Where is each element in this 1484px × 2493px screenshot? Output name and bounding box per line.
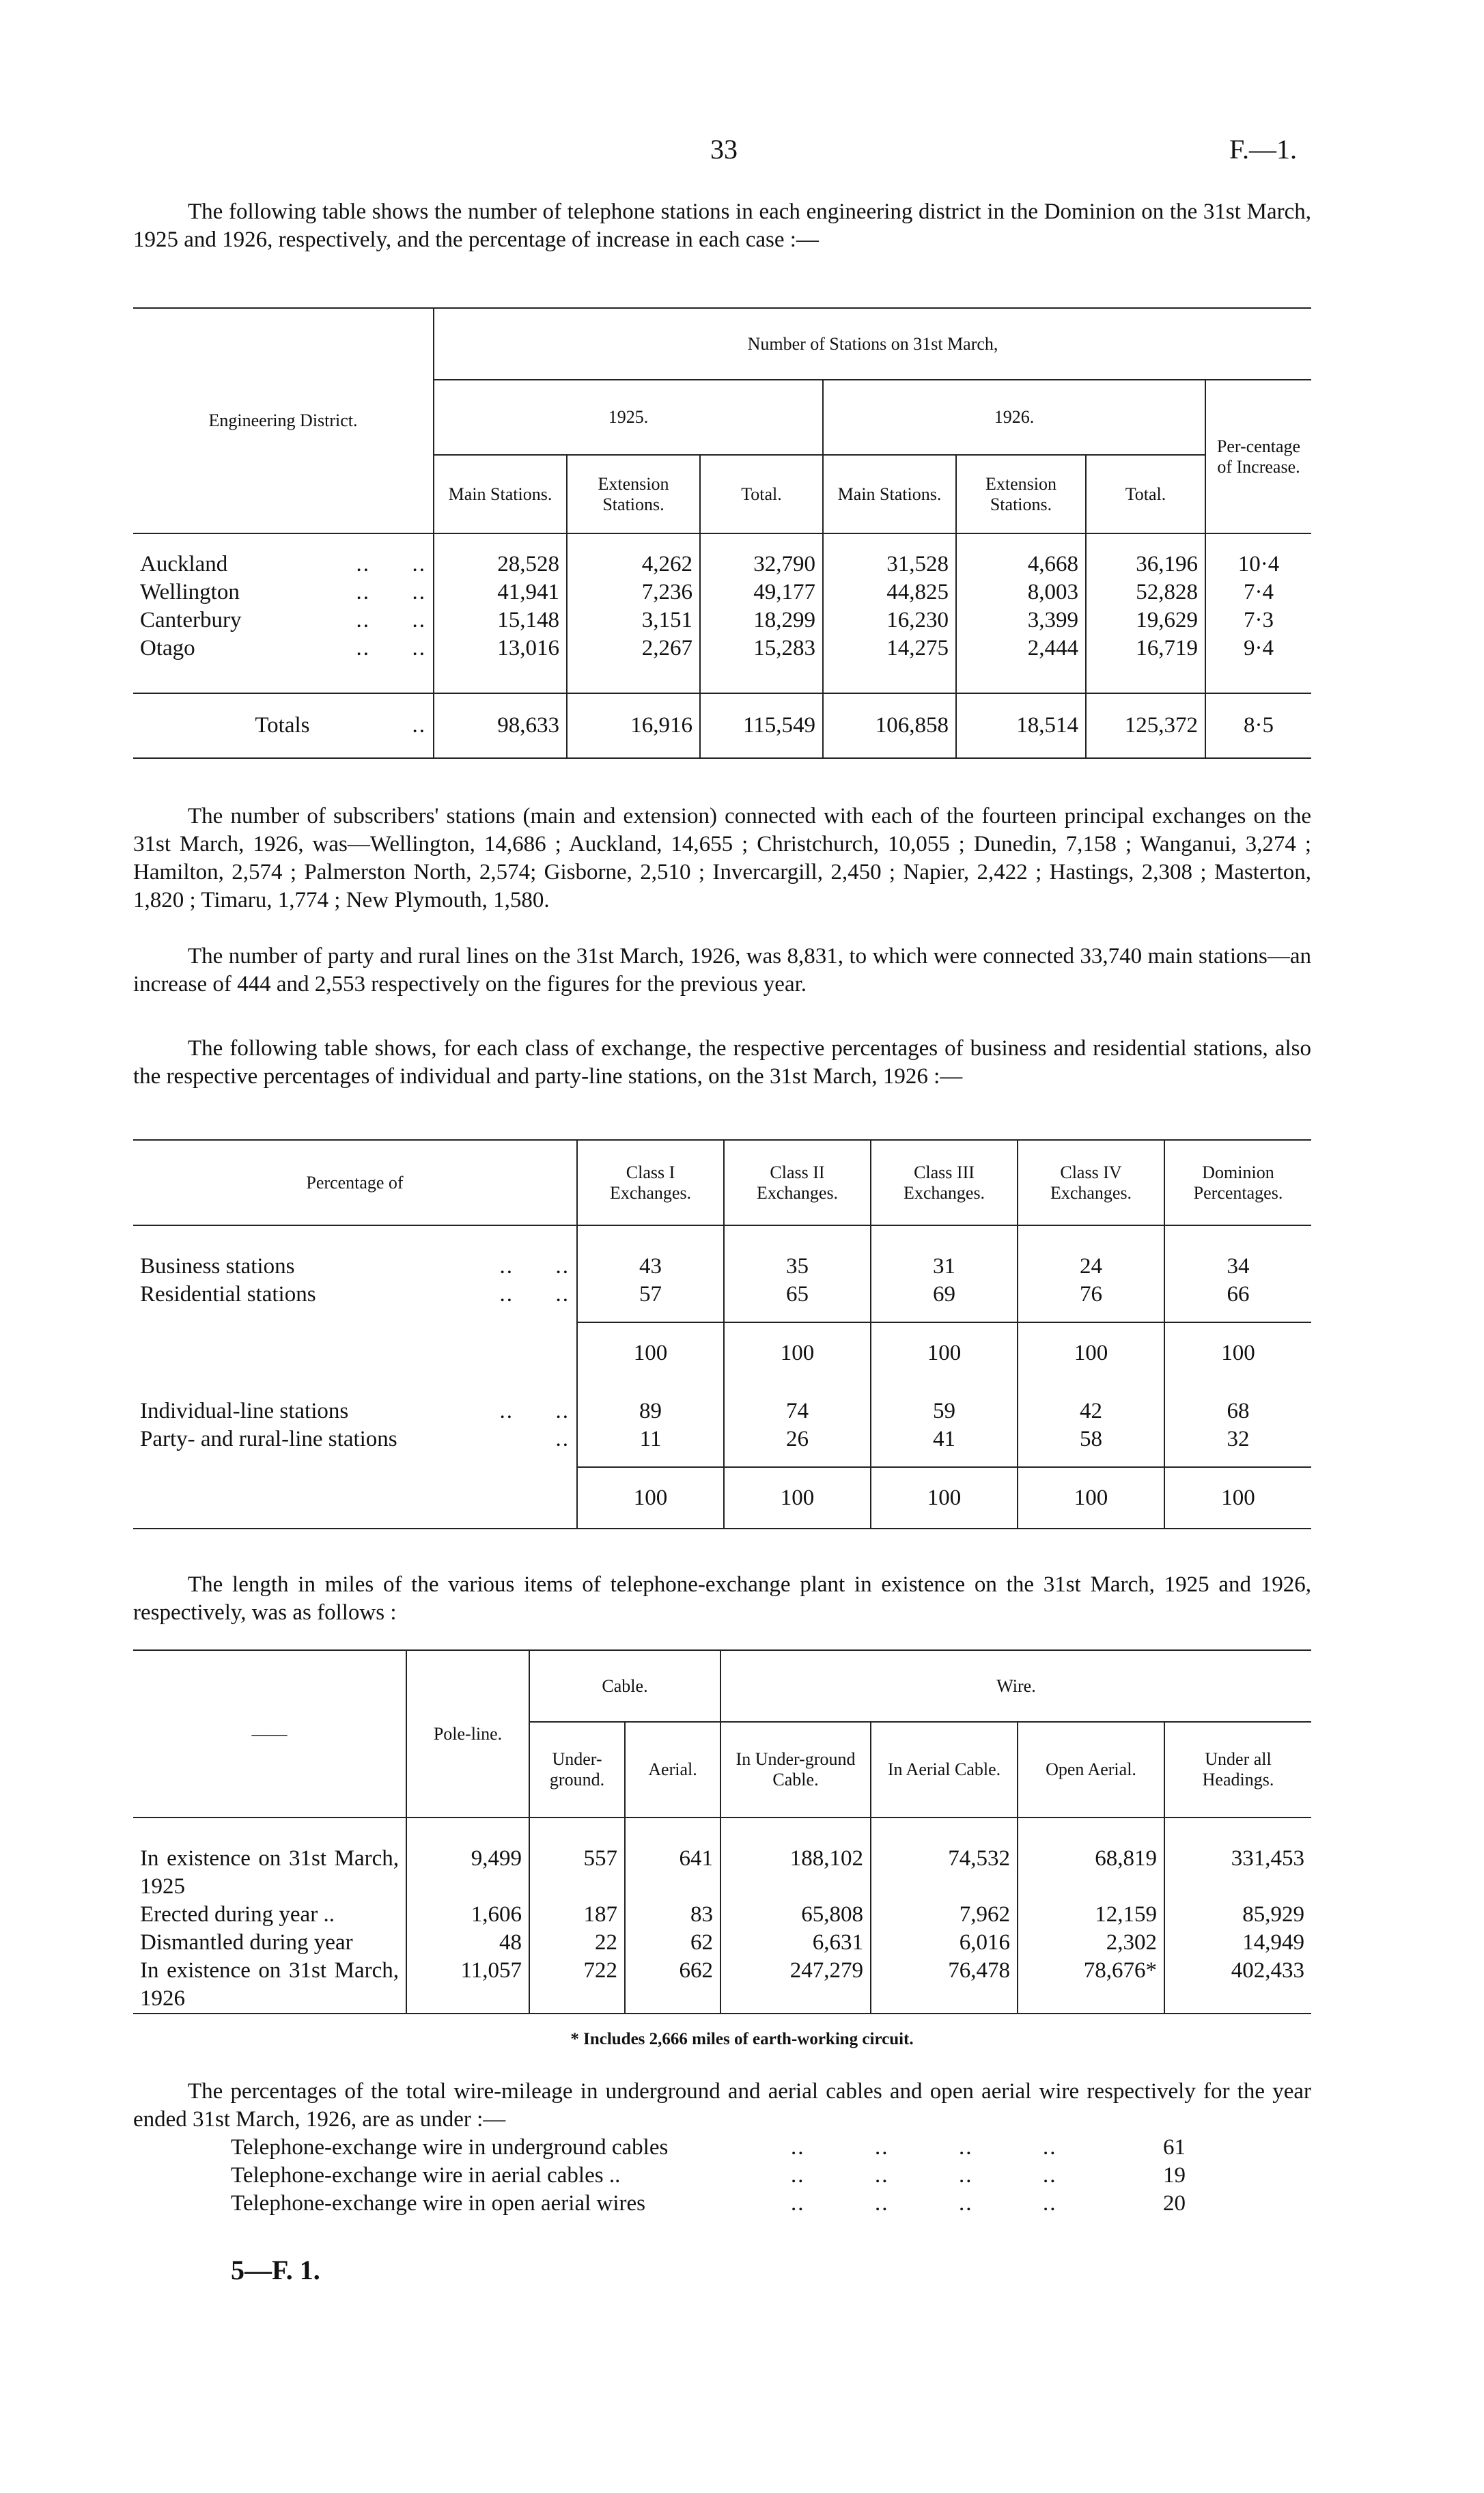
table-row (133, 1281, 1311, 1309)
subscribers-paragraph: The number of subscribers' stations (main and extension) connected with each of the fourteen principal exchanges on the 31st March, 1926, was—Wellington, 14,686 ; Auckland, 14,655 ; Christchurch, 10,055 ; Dunedin, 7,158 ; Wanganui, 3,274 ; Hamilton, 2,574 ; Palmerston North, 2,574; Gisborne, 2,510 ; Invercargill, 2,450 ; Napier, 2,422 ; Hastings, 2,308 ; Masterton, 1,820 ; Timaru, 1,774 ; New Plymouth, 1,580. (133, 804, 1311, 913)
total-cell-ext-1926: 18,514 (956, 693, 1086, 758)
percentage-cell: 43 (577, 1253, 724, 1281)
leader-dots: .. .. .. .. (791, 2191, 1057, 2216)
totals-label-cell (133, 693, 434, 758)
group-header-cable: Cable. (529, 1650, 720, 1722)
spacer-cell (720, 1817, 871, 1845)
mileage-cell: 662 (625, 1957, 720, 2014)
value-cell-main-1925: 28,528 (434, 551, 567, 579)
column-header-aerial: Aerial. (625, 1722, 720, 1817)
mileage-cell: 74,532 (871, 1845, 1018, 1901)
value-cell-main-1926: 44,825 (823, 579, 956, 607)
column-header-class-2: Class II Exchanges. (724, 1140, 871, 1225)
spacer-cell (1164, 1817, 1311, 1845)
mileage-cell: 188,102 (720, 1845, 871, 1901)
value-cell-ext-1925: 7,236 (567, 579, 700, 607)
year-header-1925: 1925. (434, 380, 823, 455)
column-header-in-aerial-cable: In Aerial Cable. (871, 1722, 1018, 1817)
spacer-cell (724, 1453, 871, 1467)
value-cell-pct: 9·4 (1205, 635, 1311, 663)
value-cell-main-1925: 41,941 (434, 579, 567, 607)
wire-percentage-value: 61 (1163, 2135, 1186, 2160)
percentage-cell: 26 (724, 1425, 871, 1453)
table-row (133, 607, 1311, 635)
spacer-cell (700, 533, 823, 551)
mileage-cell: 11,057 (406, 1957, 529, 2014)
district-name: Auckland (140, 552, 228, 576)
spacer-cell (724, 1384, 871, 1397)
wire-percentage-row (231, 2162, 1221, 2190)
leader-dots: .. .. (499, 1254, 570, 1279)
table-row (133, 551, 1311, 579)
spacer-cell (1164, 1309, 1311, 1322)
mileage-cell: 402,433 (1164, 1957, 1311, 2014)
column-header-underground: Under-ground. (529, 1722, 625, 1817)
year-header-1926: 1926. (823, 380, 1205, 455)
stations-by-district-table (133, 307, 1311, 759)
spacer-cell (133, 663, 434, 693)
total-cell-total-1926: 125,372 (1086, 693, 1205, 758)
mileage-cell: 12,159 (1018, 1901, 1164, 1929)
leader-dots: .. .. (499, 1282, 570, 1307)
value-cell-main-1925: 15,148 (434, 607, 567, 635)
total-cell-main-1926: 106,858 (823, 693, 956, 758)
total-percentage-cell: 100 (724, 1467, 871, 1529)
column-header-class-4: Class IV Exchanges. (1018, 1140, 1164, 1225)
mileage-cell: 85,929 (1164, 1901, 1311, 1929)
spacer-cell (700, 663, 823, 693)
value-cell-main-1925: 13,016 (434, 635, 567, 663)
row-label-cell (133, 1467, 577, 1529)
group-header-stations: Number of Stations on 31st March, (434, 308, 1311, 380)
column-header-pole-line: Pole-line. (406, 1650, 529, 1817)
percentage-cell: 42 (1018, 1397, 1164, 1425)
wire-percentage-row (231, 2190, 1221, 2218)
spacer-cell (724, 1225, 871, 1253)
value-cell-main-1926: 16,230 (823, 607, 956, 635)
value-cell-pct: 7·4 (1205, 579, 1311, 607)
spacer-cell (871, 1384, 1018, 1397)
wire-percentage-label: Telephone-exchange wire in aerial cables .. (231, 2163, 621, 2188)
spacer-cell (1164, 1384, 1311, 1397)
spacer-cell (133, 1817, 406, 1845)
leader-dots: .. .. (356, 552, 426, 576)
mileage-cell: 641 (625, 1845, 720, 1901)
spacer-cell (871, 1309, 1018, 1322)
spacer-cell (133, 1384, 577, 1397)
mileage-cell: 9,499 (406, 1845, 529, 1901)
percentage-cell: 57 (577, 1281, 724, 1309)
column-header-class-1: Class I Exchanges. (577, 1140, 724, 1225)
spacer-cell (434, 533, 567, 551)
mileage-cell: 76,478 (871, 1957, 1018, 2014)
mileage-cell: 2,302 (1018, 1929, 1164, 1957)
value-cell-ext-1926: 8,003 (956, 579, 1086, 607)
spacer-cell (956, 663, 1086, 693)
row-label: Individual-line stations (140, 1399, 349, 1423)
value-cell-pct: 7·3 (1205, 607, 1311, 635)
value-cell-total-1926: 19,629 (1086, 607, 1205, 635)
mileage-cell: 6,631 (720, 1929, 871, 1957)
spacer-cell (956, 533, 1086, 551)
mileage-cell: 48 (406, 1929, 529, 1957)
value-cell-total-1926: 52,828 (1086, 579, 1205, 607)
mileage-cell: 14,949 (1164, 1929, 1311, 1957)
value-cell-total-1925: 15,283 (700, 635, 823, 663)
mileage-cell: 83 (625, 1901, 720, 1929)
wire-percentage-label: Telephone-exchange wire in open aerial wires (231, 2191, 645, 2216)
totals-row (133, 693, 1311, 758)
spacer-cell (434, 663, 567, 693)
percentage-cell: 66 (1164, 1281, 1311, 1309)
spacer-cell (871, 1817, 1018, 1845)
percentage-cell: 65 (724, 1281, 871, 1309)
table-row (133, 1253, 1311, 1281)
spacer-cell (1018, 1309, 1164, 1322)
wire-percentage-label: Telephone-exchange wire in underground cables (231, 2135, 669, 2160)
row-label: Erected during year .. (140, 1902, 335, 1927)
value-cell-main-1926: 14,275 (823, 635, 956, 663)
footer-reference: 5—F. 1. (231, 2255, 320, 2285)
leader-dots: .. .. (356, 608, 426, 632)
percentage-cell: 11 (577, 1425, 724, 1453)
percentage-cell: 69 (871, 1281, 1018, 1309)
spacer-cell (1018, 1384, 1164, 1397)
spacer-cell (133, 533, 434, 551)
column-header-under-all-headings: Under all Headings. (1164, 1722, 1311, 1817)
total-percentage-cell: 100 (1164, 1467, 1311, 1529)
value-cell-total-1926: 36,196 (1086, 551, 1205, 579)
row-label: Business stations (140, 1254, 295, 1279)
row-label-cell (133, 1281, 576, 1309)
value-cell-ext-1926: 3,399 (956, 607, 1086, 635)
value-cell-ext-1925: 2,267 (567, 635, 700, 663)
value-cell-main-1926: 31,528 (823, 551, 956, 579)
spacer-cell (1018, 1225, 1164, 1253)
footnote: * Includes 2,666 miles of earth-working circuit. (570, 2030, 914, 2048)
table-row (133, 579, 1311, 607)
row-label: In existence on 31st March, 1926 (140, 1958, 399, 2011)
totals-row (133, 1467, 1311, 1529)
intro-paragraph: The following table shows the number of telephone stations in each engineering district in the Dominion on the 31st March, 1925 and 1926, respectively, and the percentage of increase in each case :— (133, 199, 1311, 252)
total-percentage-cell: 100 (577, 1322, 724, 1384)
total-percentage-cell: 100 (871, 1467, 1018, 1529)
column-header-class-3: Class III Exchanges. (871, 1140, 1018, 1225)
value-cell-total-1925: 49,177 (700, 579, 823, 607)
column-header-total-1925: Total. (700, 455, 823, 533)
wire-percentage-row (231, 2134, 1221, 2162)
spacer-cell (1205, 663, 1311, 693)
district-cell (133, 579, 433, 607)
spacer-cell (577, 1225, 724, 1253)
spacer-cell (823, 663, 956, 693)
column-header-total-1926: Total. (1086, 455, 1205, 533)
percentage-cell: 41 (871, 1425, 1018, 1453)
district-name: Otago (140, 636, 195, 660)
total-percentage-cell: 100 (1018, 1322, 1164, 1384)
spacer-cell (133, 1225, 577, 1253)
table-row (133, 1397, 1311, 1425)
district-cell (133, 607, 433, 635)
leader-dots: .. .. (499, 1399, 570, 1423)
class-table-intro-paragraph: The following table shows, for each class of exchange, the respective percentages of business and residential stations, also the respective percentages of individual and party-line stations, on the 31st March, 1926 :— (133, 1036, 1311, 1089)
spacer-cell (724, 1309, 871, 1322)
value-cell-ext-1926: 4,668 (956, 551, 1086, 579)
percentage-cell: 24 (1018, 1253, 1164, 1281)
value-cell-pct: 10·4 (1205, 551, 1311, 579)
percentage-cell: 34 (1164, 1253, 1311, 1281)
mileage-cell: 7,962 (871, 1901, 1018, 1929)
total-cell-main-1925: 98,633 (434, 693, 567, 758)
wire-percentages-list (231, 2134, 1221, 2218)
spacer-cell (577, 1453, 724, 1467)
column-header-main-1926: Main Stations. (823, 455, 956, 533)
total-percentage-cell: 100 (1164, 1322, 1311, 1384)
mileage-cell: 78,676* (1018, 1957, 1164, 2014)
spacer-cell (1164, 1225, 1311, 1253)
spacer-cell (1086, 533, 1205, 551)
row-label-cell (133, 1425, 576, 1453)
row-label: Party- and rural-line stations (140, 1427, 397, 1451)
mileage-cell: 22 (529, 1929, 625, 1957)
spacer-cell (871, 1453, 1018, 1467)
leader-dots: .. .. .. .. (791, 2163, 1057, 2188)
value-cell-ext-1925: 3,151 (567, 607, 700, 635)
value-cell-total-1925: 32,790 (700, 551, 823, 579)
table-row (133, 635, 1311, 663)
row-label: Dismantled during year (140, 1930, 353, 1955)
mileage-cell: 1,606 (406, 1901, 529, 1929)
spacer-cell (1018, 1817, 1164, 1845)
spacer-cell (577, 1309, 724, 1322)
percentage-cell: 59 (871, 1397, 1018, 1425)
percentage-cell: 74 (724, 1397, 871, 1425)
leader-dots: .. .. (356, 580, 426, 604)
leader-dots: .. (412, 713, 426, 738)
totals-row (133, 1322, 1311, 1384)
table-row (133, 1957, 1311, 2014)
mileage-cell: 62 (625, 1929, 720, 1957)
document-reference: F.—1. (1229, 134, 1298, 165)
leader-dots: .. (555, 1427, 570, 1451)
column-header-extension-1925: Extension Stations. (567, 455, 700, 533)
column-header-extension-1926: Extension Stations. (956, 455, 1086, 533)
total-cell-total-1925: 115,549 (700, 693, 823, 758)
spacer-cell (577, 1384, 724, 1397)
column-header-district: Engineering District. (208, 410, 358, 430)
plant-intro-paragraph: The length in miles of the various items of telephone-exchange plant in existence on the 31st March, 1925 and 1926, respectively, was as follows : (133, 1572, 1311, 1625)
page-number: 33 (710, 134, 738, 165)
spacer-cell (567, 663, 700, 693)
district-name: Canterbury (140, 608, 242, 632)
table-row (133, 1425, 1311, 1453)
leader-dots: .. .. .. .. (791, 2135, 1057, 2160)
district-name: Wellington (140, 580, 240, 604)
percentage-cell: 76 (1018, 1281, 1164, 1309)
column-header-open-aerial: Open Aerial. (1018, 1722, 1164, 1817)
total-percentage-cell: 100 (1018, 1467, 1164, 1529)
spacer-cell (406, 1817, 529, 1845)
wire-percentage-value: 20 (1163, 2191, 1186, 2216)
leader-dots: .. .. (356, 636, 426, 660)
percentage-cell: 58 (1018, 1425, 1164, 1453)
total-cell-pct: 8·5 (1205, 693, 1311, 758)
mileage-cell: 331,453 (1164, 1845, 1311, 1901)
total-percentage-cell: 100 (577, 1467, 724, 1529)
exchange-plant-mileage-table (133, 1649, 1311, 2014)
wire-percentage-value: 19 (1163, 2163, 1186, 2188)
table-row (133, 1845, 1311, 1901)
row-label-cell (133, 1322, 577, 1384)
spacer-cell (529, 1817, 625, 1845)
column-header-item: —— (251, 1723, 288, 1744)
column-header-dominion: Dominion Percentages. (1164, 1140, 1311, 1225)
spacer-cell (133, 1453, 577, 1467)
totals-label: Totals (255, 713, 310, 738)
value-cell-ext-1926: 2,444 (956, 635, 1086, 663)
spacer-cell (1205, 533, 1311, 551)
district-cell (133, 551, 433, 579)
spacer-cell (567, 533, 700, 551)
wire-percentages-paragraph: The percentages of the total wire-mileage in underground and aerial cables and open aerial wire respectively for the year ended 31st March, 1926, are as under :— (133, 2079, 1311, 2132)
spacer-cell (133, 1309, 577, 1322)
district-cell (133, 635, 433, 663)
percentage-cell: 32 (1164, 1425, 1311, 1453)
spacer-cell (1018, 1453, 1164, 1467)
total-percentage-cell: 100 (724, 1322, 871, 1384)
spacer-cell (1164, 1453, 1311, 1467)
spacer-cell (871, 1225, 1018, 1253)
spacer-cell (1086, 663, 1205, 693)
percentage-cell: 68 (1164, 1397, 1311, 1425)
group-header-wire: Wire. (720, 1650, 1311, 1722)
mileage-cell: 68,819 (1018, 1845, 1164, 1901)
column-header-main-1925: Main Stations. (434, 455, 567, 533)
mileage-cell: 187 (529, 1901, 625, 1929)
row-label-cell (133, 1253, 576, 1281)
percentage-cell: 89 (577, 1397, 724, 1425)
table-row (133, 1901, 1311, 1929)
value-cell-total-1925: 18,299 (700, 607, 823, 635)
mileage-cell: 722 (529, 1957, 625, 2014)
value-cell-total-1926: 16,719 (1086, 635, 1205, 663)
mileage-cell: 247,279 (720, 1957, 871, 2014)
mileage-cell: 65,808 (720, 1901, 871, 1929)
column-header-percentage-of: Percentage of (306, 1172, 404, 1193)
column-header-percentage: Per-centage of Increase. (1205, 380, 1311, 533)
value-cell-ext-1925: 4,262 (567, 551, 700, 579)
column-header-in-underground-cable: In Under-ground Cable. (720, 1722, 871, 1817)
percentage-cell: 35 (724, 1253, 871, 1281)
mileage-cell: 6,016 (871, 1929, 1018, 1957)
exchange-class-percentages-table (133, 1139, 1311, 1529)
party-lines-paragraph: The number of party and rural lines on the 31st March, 1926, was 8,831, to which were connected 33,740 main stations—an increase of 444 and 2,553 respectively on the figures for the previous year. (133, 944, 1311, 997)
row-label: Residential stations (140, 1282, 316, 1307)
mileage-cell: 557 (529, 1845, 625, 1901)
row-label: In existence on 31st March, 1925 (140, 1846, 399, 1899)
row-label-cell (133, 1397, 576, 1425)
percentage-cell: 31 (871, 1253, 1018, 1281)
total-cell-ext-1925: 16,916 (567, 693, 700, 758)
table-row (133, 1929, 1311, 1957)
spacer-cell (625, 1817, 720, 1845)
spacer-cell (823, 533, 956, 551)
total-percentage-cell: 100 (871, 1322, 1018, 1384)
